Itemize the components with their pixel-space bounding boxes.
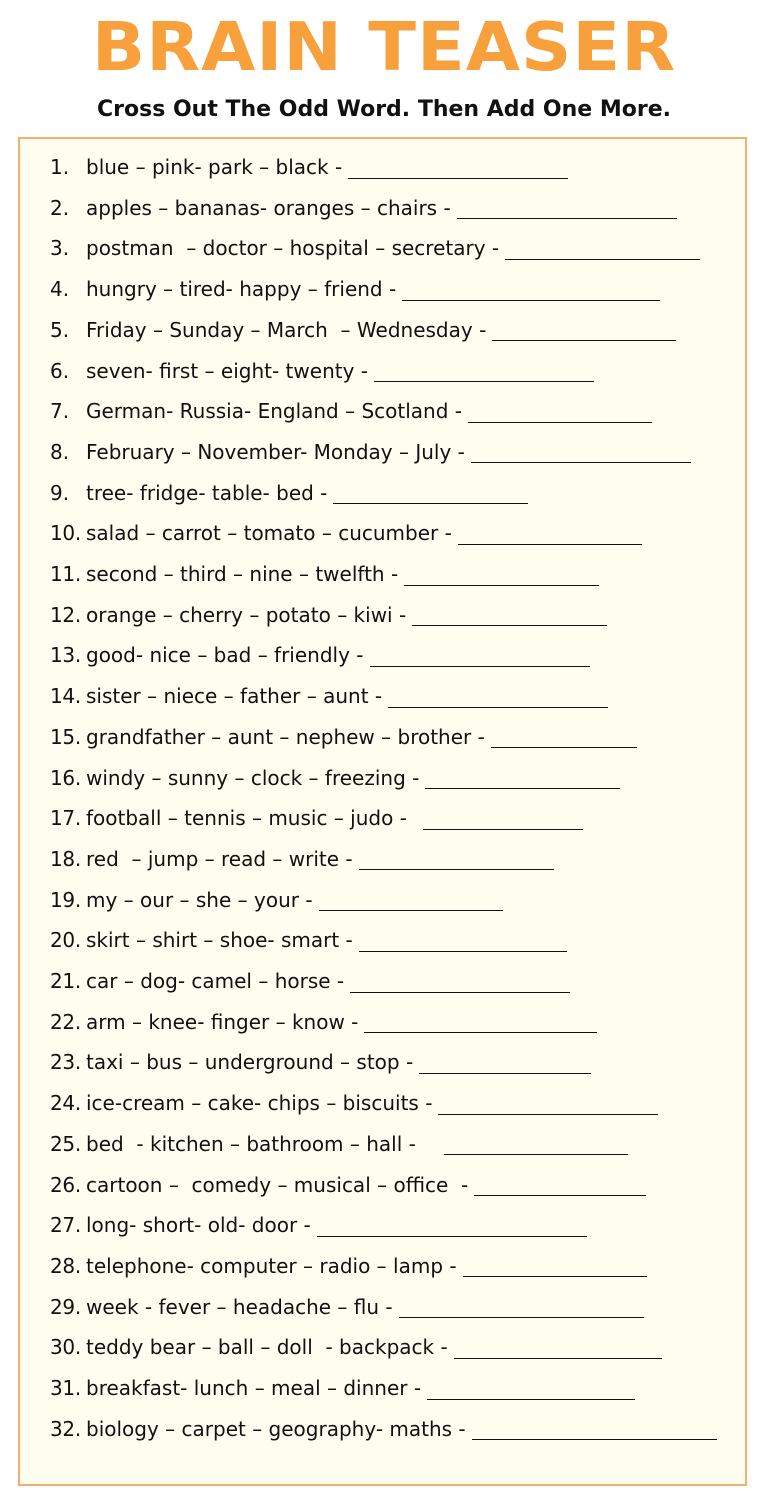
answer-blank[interactable] — [319, 892, 503, 911]
item-number: 17. — [50, 806, 81, 831]
exercise-item — [50, 434, 691, 470]
answer-blank[interactable] — [364, 1014, 597, 1033]
answer-blank[interactable] — [399, 1299, 644, 1318]
item-number: 24. — [50, 1091, 81, 1116]
item-word-list: blue – pink- park – black - — [86, 155, 343, 179]
answer-blank[interactable] — [402, 282, 660, 301]
item-number: 23. — [50, 1050, 81, 1075]
item-word-list: my – our – she – your - — [86, 887, 313, 912]
item-word-list: taxi – bus – underground – stop - — [86, 1050, 414, 1075]
exercise-item — [50, 719, 637, 755]
item-word-list: tree- fridge- table- bed - — [86, 480, 328, 505]
item-word-list: good- nice – bad – friendly - — [86, 643, 364, 668]
item-number: 8. — [50, 439, 70, 464]
item-number: 9. — [50, 480, 70, 505]
answer-blank[interactable] — [468, 404, 652, 423]
exercise-item — [50, 353, 594, 389]
exercise-item — [50, 1207, 587, 1243]
exercise-item — [50, 1370, 635, 1406]
item-word-list: red – jump – read – write - — [86, 846, 353, 871]
answer-blank[interactable] — [458, 526, 642, 545]
item-word-list: teddy bear – ball – doll - backpack - — [86, 1335, 448, 1360]
answer-blank[interactable] — [419, 1055, 591, 1074]
exercise-item — [50, 1289, 644, 1325]
exercise-item — [50, 1167, 646, 1203]
item-word-list: hungry – tired- happy – friend - — [86, 277, 397, 302]
exercise-item — [50, 149, 568, 185]
exercise-item — [50, 1004, 597, 1040]
item-number: 11. — [50, 562, 81, 586]
exercise-item — [50, 1085, 658, 1121]
item-number: 31. — [50, 1376, 81, 1400]
exercise-item — [50, 597, 607, 633]
exercise-item — [50, 475, 528, 511]
item-word-list: second – third – nine – twelfth - — [86, 562, 399, 586]
item-word-list: arm – knee- finger – know - — [86, 1009, 359, 1034]
answer-blank[interactable] — [425, 770, 620, 789]
answer-blank[interactable] — [492, 322, 676, 341]
answer-blank[interactable] — [348, 160, 568, 179]
answer-blank[interactable] — [350, 974, 570, 993]
item-number: 13. — [50, 643, 81, 668]
exercise-panel — [18, 137, 747, 1486]
answer-blank[interactable] — [404, 567, 599, 586]
item-number: 12. — [50, 602, 81, 627]
item-word-list: cartoon – comedy – musical – office - — [86, 1172, 469, 1197]
item-number: 20. — [50, 928, 81, 953]
item-word-list: week - fever – headache – flu - — [86, 1294, 393, 1319]
item-word-list: German- Russia- England – Scotland - — [86, 399, 462, 424]
item-number: 26. — [50, 1172, 81, 1197]
answer-blank[interactable] — [463, 1258, 647, 1277]
item-word-list: windy – sunny – clock – freezing - — [86, 765, 420, 790]
exercise-item — [50, 963, 570, 999]
item-word-list: breakfast- lunch – meal – dinner - — [86, 1376, 422, 1400]
item-word-list: orange – cherry – potato – kiwi - — [86, 602, 407, 627]
item-word-list: ice-cream – cake- chips – biscuits - — [86, 1091, 433, 1116]
exercise-item — [50, 393, 652, 429]
item-word-list: skirt – shirt – shoe- smart - — [86, 928, 353, 953]
exercise-item — [50, 841, 554, 877]
item-number: 7. — [50, 399, 70, 424]
item-number: 32. — [50, 1416, 81, 1441]
item-number: 29. — [50, 1294, 81, 1319]
item-number: 4. — [50, 277, 70, 302]
item-word-list: bed - kitchen – bathroom – hall - — [86, 1131, 416, 1156]
item-word-list: February – November- Monday – July - — [86, 439, 465, 464]
exercise-item — [50, 190, 677, 226]
worksheet-instructions: Cross Out The Odd Word. Then Add One More. — [97, 97, 671, 122]
answer-blank[interactable] — [374, 363, 594, 382]
exercise-item — [50, 922, 567, 958]
answer-blank[interactable] — [333, 485, 528, 504]
item-word-list: grandfather – aunt – nephew – brother - — [86, 724, 485, 749]
item-number: 6. — [50, 358, 70, 383]
answer-blank[interactable] — [471, 444, 691, 463]
exercise-item — [50, 800, 583, 836]
exercise-item — [50, 230, 700, 266]
answer-blank[interactable] — [505, 241, 700, 260]
item-word-list: car – dog- camel – horse - — [86, 969, 345, 993]
exercise-item — [50, 1329, 662, 1365]
answer-blank[interactable] — [412, 607, 607, 626]
answer-blank[interactable] — [454, 1340, 662, 1359]
exercise-item — [50, 882, 503, 918]
answer-blank[interactable] — [472, 1421, 717, 1440]
answer-blank[interactable] — [427, 1381, 635, 1400]
exercise-item — [50, 1248, 647, 1284]
exercise-item — [50, 637, 590, 673]
answer-blank[interactable] — [370, 648, 590, 667]
item-number: 10. — [50, 521, 81, 546]
item-word-list: seven- first – eight- twenty - — [86, 358, 368, 383]
item-number: 14. — [50, 684, 81, 709]
answer-blank[interactable] — [423, 811, 583, 830]
answer-blank[interactable] — [317, 1218, 587, 1237]
item-number: 30. — [50, 1335, 81, 1360]
item-word-list: telephone- computer – radio – lamp - — [86, 1253, 457, 1278]
item-number: 15. — [50, 724, 81, 749]
answer-blank[interactable] — [474, 1177, 646, 1196]
item-word-list: postman – doctor – hospital – secretary - — [86, 236, 500, 261]
exercise-item — [50, 678, 608, 714]
exercise-item — [50, 312, 676, 348]
exercise-item — [50, 556, 599, 592]
item-number: 16. — [50, 765, 81, 790]
answer-blank[interactable] — [359, 851, 554, 870]
answer-blank[interactable] — [457, 200, 677, 219]
exercise-item — [50, 515, 642, 551]
exercise-item — [50, 271, 660, 307]
answer-blank[interactable] — [388, 689, 608, 708]
exercise-item — [50, 1044, 591, 1080]
item-word-list: football – tennis – music – judo - — [86, 806, 407, 831]
item-number: 2. — [50, 195, 70, 220]
answer-blank[interactable] — [359, 933, 567, 952]
item-number: 1. — [50, 155, 70, 179]
item-word-list: biology – carpet – geography- maths - — [86, 1416, 466, 1441]
item-word-list: apples – bananas- oranges – chairs - — [86, 195, 451, 220]
answer-blank[interactable] — [444, 1136, 628, 1155]
exercise-item — [50, 760, 620, 796]
item-number: 5. — [50, 317, 70, 342]
item-word-list: Friday – Sunday – March – Wednesday - — [86, 317, 487, 342]
item-word-list: long- short- old- door - — [86, 1213, 311, 1238]
exercise-item — [50, 1126, 628, 1162]
answer-blank[interactable] — [491, 729, 637, 748]
item-number: 27. — [50, 1213, 81, 1238]
item-word-list: salad – carrot – tomato – cucumber - — [86, 521, 452, 546]
item-number: 22. — [50, 1009, 81, 1034]
item-word-list: sister – niece – father – aunt - — [86, 684, 383, 709]
item-number: 28. — [50, 1253, 81, 1278]
item-number: 3. — [50, 236, 70, 261]
worksheet-title: BRAIN TEASER — [91, 8, 677, 86]
answer-blank[interactable] — [438, 1096, 658, 1115]
exercise-item — [50, 1411, 717, 1447]
item-number: 21. — [50, 969, 81, 993]
item-number: 25. — [50, 1131, 81, 1156]
item-number: 19. — [50, 887, 81, 912]
item-number: 18. — [50, 846, 81, 871]
